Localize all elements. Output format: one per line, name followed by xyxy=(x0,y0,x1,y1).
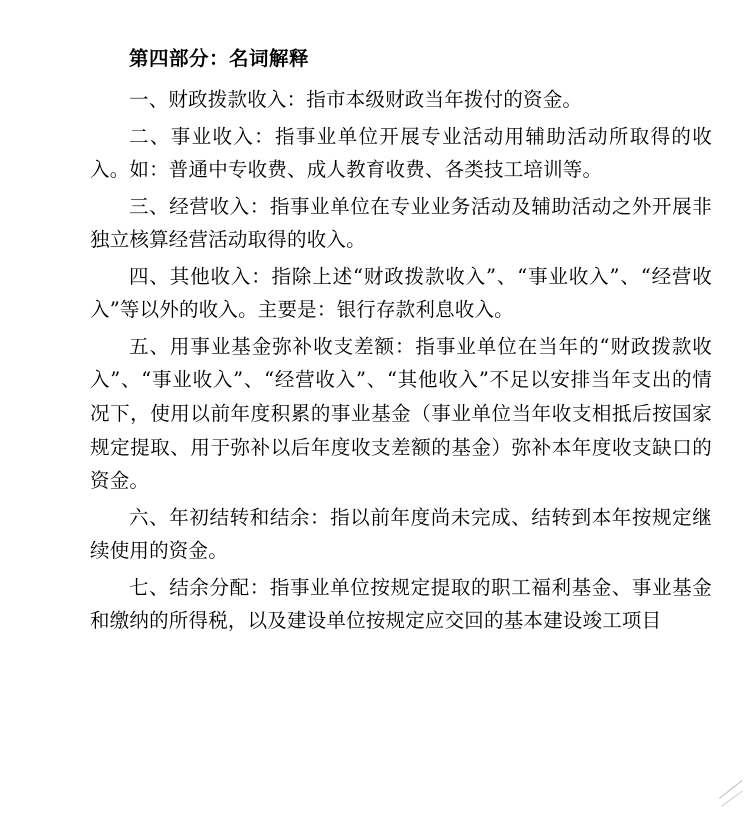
paragraph-1: 一、财政拨款收入：指市本级财政当年拨付的资金。 xyxy=(129,88,583,112)
paragraph-4: 四、其他收入：指除上述“财政拨款收入”、“事业收入”、“经营收入”等以外的收入。主要是：银行存款利息收入。 xyxy=(90,264,712,322)
section-heading: 第四部分：名词解释 xyxy=(129,47,310,70)
paragraph-2: 二、事业收入：指事业单位开展专业活动用辅助活动所取得的收入。如：普通中专收费、成人教育收费、各类技工培训等。 xyxy=(90,124,712,182)
paragraph-5: 五、用事业基金弥补收支差额：指事业单位在当年的“财政拨款收入”、“事业收入”、“经营收入”、“其他收入”不足以安排当年支出的情况下，使用以前年度积累的事业基金（事业单位当年收支相抵后按国家规定提取、用于弥补以后年度收支差额的基金）弥补本年度收支缺口的资金。 xyxy=(90,334,712,493)
paragraph-3: 三、经营收入：指事业单位在专业业务活动及辅助活动之外开展非独立核算经营活动取得的收入。 xyxy=(90,194,712,252)
page-corner-fold-icon xyxy=(719,798,749,824)
paragraph-6: 六、年初结转和结余：指以前年度尚未完成、结转到本年按规定继续使用的资金。 xyxy=(90,505,712,563)
document-body xyxy=(90,44,712,641)
paragraph-7: 七、结余分配：指事业单位按规定提取的职工福利基金、事业基金和缴纳的所得税，以及建设单位按规定应交回的基本建设竣工项目 xyxy=(90,575,712,633)
